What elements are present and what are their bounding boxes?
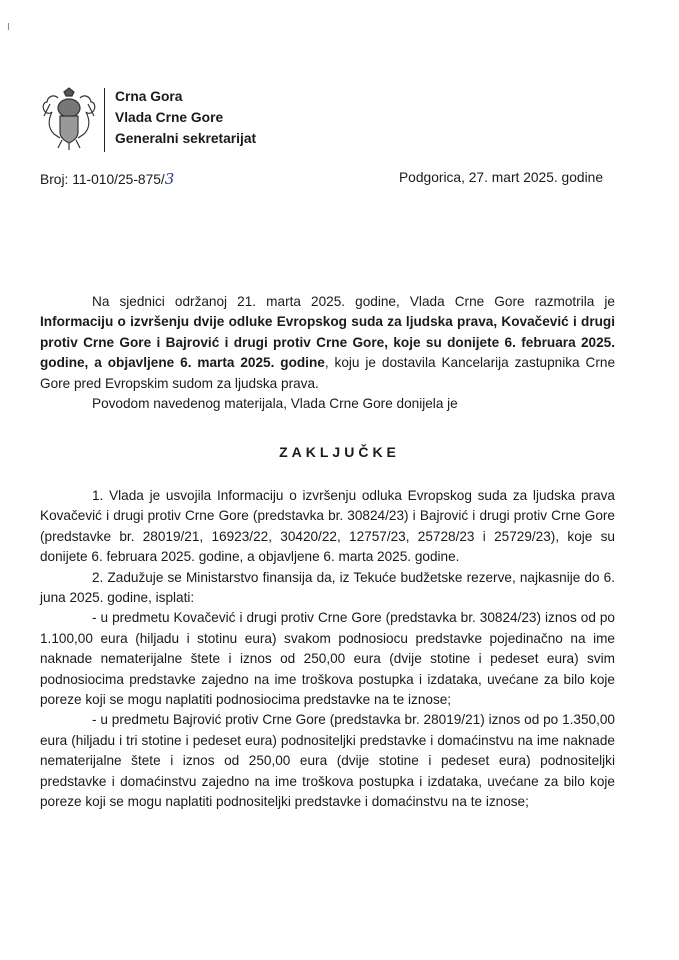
intro-line2: Povodom navedenog materijala, Vlada Crne Gore donijela je (92, 396, 458, 412)
intro-paragraph (40, 292, 615, 394)
document-date: Podgorica, 27. mart 2025. godine (398, 170, 603, 185)
intro-part2: , koju je dostavila Kancelarija zastupnika Crne Gore pred Evropskim sudom za ljudska prava. (40, 355, 615, 391)
conclusion-2-bullet-2: - u predmetu Bajrović protiv Crne Gore (predstavka br. 28019/21) iznos od po 1.350,00 eura (hiljadu i tri stotine i pedeset eura) podnositeljki predstavke i domaćinstvu na ime naknade nematerijalne štete i iznos od 250,00 eura (dvije stotine i pedeset eura) podnositeljki predstavke i domaćinstvu zajedno na ime troškova postupka i izdataka, uvećane za bilo koje poreze koji se mogu naplatiti podnositeljki predstavke i domaćinstvu na te iznose; (40, 712, 615, 810)
conclusion-2: 2. Zadužuje se Ministarstvo finansija da, iz Tekuće budžetske rezerve, najkasnije do 6. juna 2025. godine, isplati: (40, 569, 615, 606)
reference-number (40, 170, 174, 188)
handwritten-suffix: 3 (164, 170, 175, 188)
document-title: ZAKLJUČKE (279, 444, 400, 460)
conclusion-2-bullet-1: - u predmetu Kovačević i drugi protiv Crne Gore (predstavka br. 30824/23) iznos od po 1.100,00 eura (hiljadu i stotinu eura) svakom podnosiocu predstavke pojedinačno na ime naknade nematerijalne štete i iznos od 250,00 eura (dvije stotine i pedeset eura) svim podnosiocima predstavke zajedno na ime troškova postupka i izdataka, uvećane za bilo koje poreze koji se mogu naplatiti podnosiocima predstavke na te iznose; (40, 610, 615, 708)
margin-mark: I (7, 22, 10, 33)
conclusion-1: 1. Vlada je usvojila Informaciju o izvršenju odluka Evropskog suda za ljudska prava Kovačević i drugi protiv Crne Gore (predstavka br. 30824/23) i Bajrović i drugi protiv Crne Gore (predstavke br. 28019/21, 16923/22, 30420/22, 12757/23, 25728/23 i 25729/23), koje su donijete 6. februara 2025. godine, a objavljene 6. marta 2025. godine. (40, 488, 615, 565)
intro-section (40, 292, 615, 414)
conclusions-section (40, 486, 615, 813)
intro-part1: Na sjednici održanoj 21. marta 2025. godine, Vlada Crne Gore razmotrila je (92, 294, 615, 309)
letterhead (40, 86, 256, 152)
government-name: Vlada Crne Gore (115, 110, 224, 125)
organization-lines (115, 86, 256, 149)
country-name: Crna Gora (115, 89, 183, 104)
reference-label: Broj: 11-010/25-875/ (40, 172, 165, 187)
intro-bold: Informaciju o izvršenju dvije odluke Evropskog suda za ljudska prava, Kovačević i drugi protiv Crne Gore i Bajrović i drugi protiv Crne Gore, koje su donijete 6. februara 2025. godine, a objavljene 6. marta 2025. godine (40, 314, 615, 371)
secretariat-name: Generalni sekretarijat (115, 131, 257, 146)
header-divider (104, 88, 105, 152)
coat-of-arms-icon (40, 86, 98, 152)
